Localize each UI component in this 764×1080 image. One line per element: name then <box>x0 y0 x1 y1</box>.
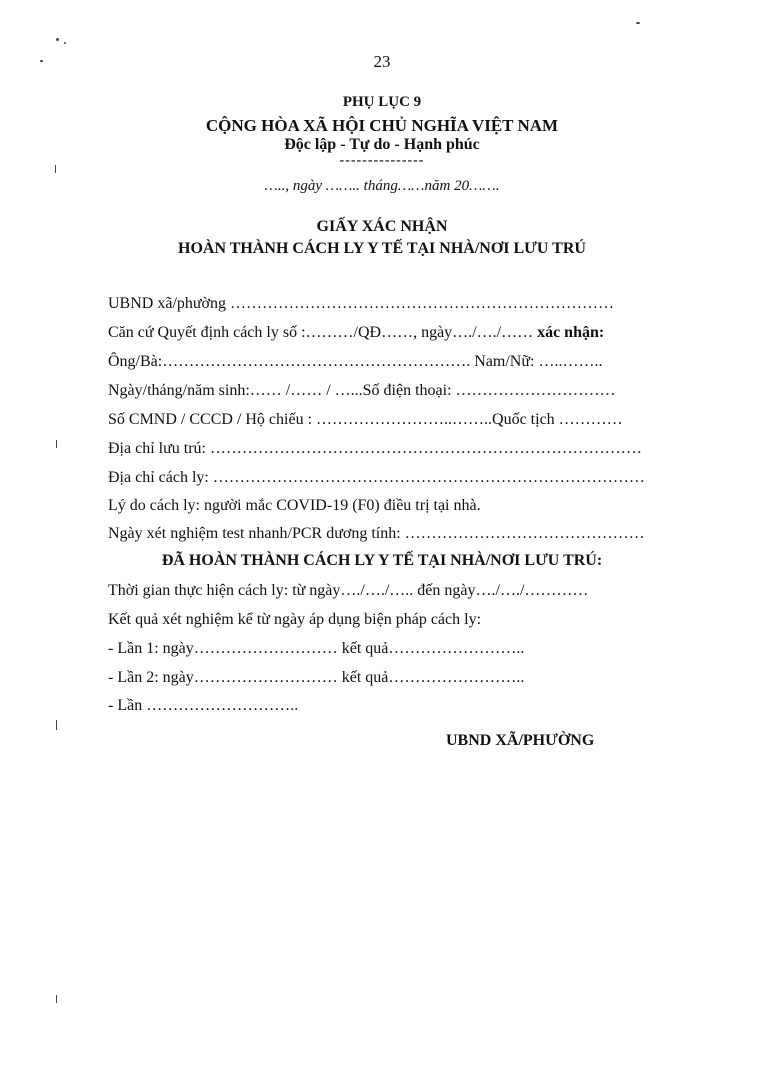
scan-speck <box>56 720 57 730</box>
national-title: CỘNG HÒA XÃ HỘI CHỦ NGHĨA VIỆT NAM <box>205 116 559 135</box>
appendix-label: PHỤ LỤC 9 <box>342 94 422 110</box>
scan-speck <box>636 22 640 24</box>
decision-text: Căn cứ Quyết định cách ly số :………/QĐ……, ngày…./…./…… <box>108 324 538 341</box>
date-line: ….., ngày …….. tháng……năm 20……. <box>264 178 500 194</box>
reason-field: Lý do cách ly: người mắc COVID-19 (F0) điều trị tại nhà. <box>108 497 481 514</box>
isolation-address-field: Địa chỉ cách ly: ……………………………………………………………………… <box>108 469 645 486</box>
scan-speck <box>55 165 56 173</box>
decision-field <box>108 324 604 342</box>
header-divider: --------------- <box>339 153 425 168</box>
birth-phone-field: Ngày/tháng/năm sinh:…… /…… / …...Số điện thoại: ………………………… <box>108 382 616 399</box>
isolation-period-field: Thời gian thực hiện cách ly: từ ngày…./…./….. đến ngày…./…./………… <box>108 582 589 599</box>
scan-speck <box>56 995 57 1003</box>
residence-field: Địa chỉ lưu trú: ……………………………………………………………………… <box>108 440 642 457</box>
test-result-1: - Lần 1: ngày……………………… kết quả…………………….. <box>108 640 525 657</box>
scan-speck <box>56 38 59 41</box>
document-title: GIẤY XÁC NHẬN <box>316 218 448 235</box>
document-subtitle: HOÀN THÀNH CÁCH LY Y TẾ TẠI NHÀ/NƠI LƯU TRÚ <box>178 240 586 257</box>
decision-confirm-label: xác nhận: <box>537 324 605 341</box>
national-motto: Độc lập - Tự do - Hạnh phúc <box>284 136 480 153</box>
page-number: 23 <box>373 52 391 71</box>
commune-field: UBND xã/phường ……………………………………………………………… <box>108 295 615 312</box>
scan-speck <box>64 42 66 44</box>
scan-speck <box>40 60 43 62</box>
signature-block: UBND XÃ/PHƯỜNG <box>446 732 595 749</box>
test-result-2: - Lần 2: ngày……………………… kết quả…………………….. <box>108 669 525 686</box>
scan-speck <box>56 440 57 448</box>
test-result-n: - Lần ……………………….. <box>108 697 299 714</box>
id-nationality-field: Số CMND / CCCD / Hộ chiếu : ……………………..……..Quốc tịch ………… <box>108 411 623 428</box>
positive-test-date-field: Ngày xét nghiệm test nhanh/PCR dương tính: ……………………………………… <box>108 525 645 542</box>
person-field: Ông/Bà:…………………………………………………. Nam/Nữ: …..…….. <box>108 353 603 370</box>
test-results-intro: Kết quả xét nghiệm kể từ ngày áp dụng biện pháp cách ly: <box>108 611 482 628</box>
section-heading: ĐÃ HOÀN THÀNH CÁCH LY Y TẾ TẠI NHÀ/NƠI LƯU TRÚ: <box>161 552 603 569</box>
